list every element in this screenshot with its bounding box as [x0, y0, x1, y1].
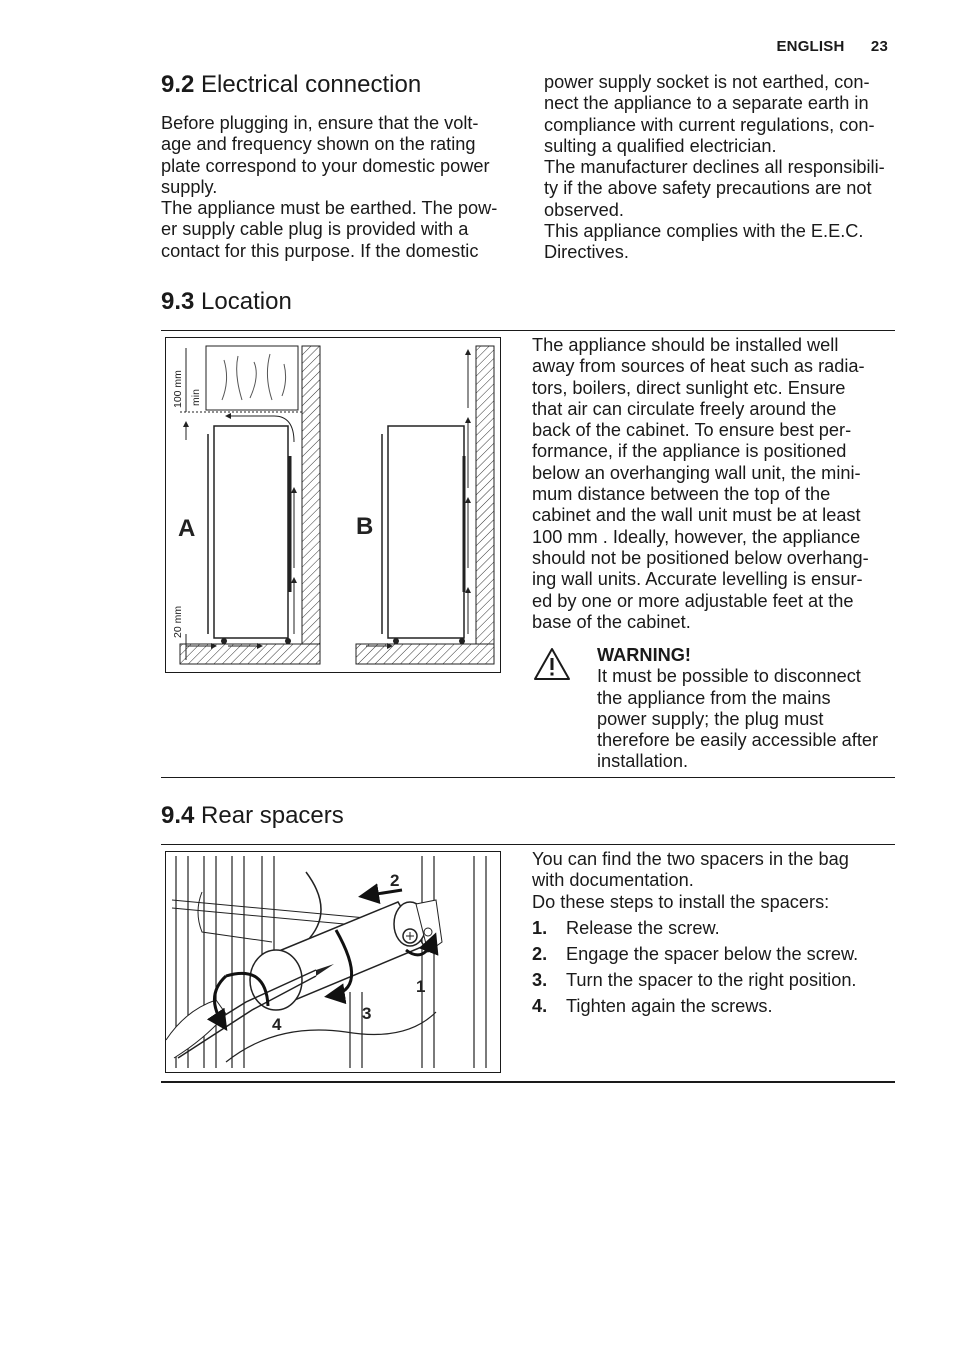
location-figure	[165, 337, 501, 673]
steps-list	[532, 918, 902, 1018]
figure-label-b: B	[356, 513, 374, 540]
callout-2: 2	[390, 871, 400, 890]
warning-icon	[532, 646, 572, 682]
figure-label-a: A	[178, 515, 196, 542]
dimension-label-100mm: 100 mm	[172, 370, 184, 408]
dimension-label-20mm: 20 mm	[172, 605, 184, 638]
callout-1: 1	[416, 977, 426, 996]
paragraph: This appliance complies with the E.E.C. Directives.	[544, 221, 864, 263]
paragraph: Do these steps to install the spacers:	[532, 891, 830, 912]
callout-3: 3	[362, 1004, 372, 1023]
section-divider	[161, 777, 895, 778]
section-9-3-text	[532, 335, 902, 633]
list-item: 2. Engage the spacer below the screw.	[532, 943, 859, 964]
section-9-4-heading: 9.4 Rear spacers	[161, 802, 344, 829]
paragraph: The appliance must be earthed. The pow- er supply cable plug is provided with a contact for this purpose. If the domestic	[161, 198, 498, 261]
rear-spacers-figure	[165, 851, 501, 1073]
paragraph: The appliance should be installed well away from sources of heat such as radia- tors, boilers, direct sunlight etc. Ensure that air can circulate freely around the back of the cabinet. To ensure best per- formance, if the appliance is positioned below an overhanging wall unit, the mini- mum distance between the top of the cabinet and the wall unit must be at least 100 mm . Ideally, however, the appliance should not be positioned below overhang- ing wall units. Accurate levelling is ensur- ed by one or more adjustable feet at the base of the cabinet.	[532, 335, 869, 632]
header-language: ENGLISH	[776, 38, 845, 55]
paragraph: The manufacturer declines all responsibili- ty if the above safety precautions are not observed.	[544, 157, 885, 220]
section-divider	[161, 844, 895, 845]
paragraph: You can find the two spacers in the bag with documentation.	[532, 849, 849, 891]
list-item: 1. Release the screw.	[532, 917, 720, 938]
section-divider	[161, 330, 895, 331]
section-9-3-heading: 9.3 Location	[161, 288, 292, 315]
warning-title: WARNING!	[597, 645, 691, 665]
section-9-4-text	[532, 849, 902, 1017]
section-9-2-right-text	[544, 72, 904, 264]
section-9-2-left-text	[161, 113, 521, 262]
warning-text: It must be possible to disconnect the appliance from the mains power supply; the plug must therefore be easily accessible after installation.	[597, 666, 879, 772]
header-page-number: 23	[870, 38, 888, 55]
list-item: 3. Turn the spacer to the right position.	[532, 969, 857, 990]
dimension-label-min: min	[190, 389, 202, 406]
rear-spacers-illustration	[166, 852, 500, 1072]
running-header	[754, 38, 888, 55]
paragraph: power supply socket is not earthed, con- nect the appliance to a separate earth in compliance with current regulations, con- sulting a qualified electrician.	[544, 72, 875, 156]
callout-4: 4	[272, 1015, 282, 1034]
location-illustration	[166, 338, 500, 672]
warning-block	[597, 645, 897, 773]
paragraph: Before plugging in, ensure that the volt- age and frequency shown on the rating plate correspond to your domestic power supply.	[161, 113, 490, 197]
section-divider	[161, 1081, 895, 1083]
list-item: 4. Tighten again the screws.	[532, 995, 773, 1016]
section-9-2-heading: 9.2 Electrical connection	[161, 71, 422, 98]
